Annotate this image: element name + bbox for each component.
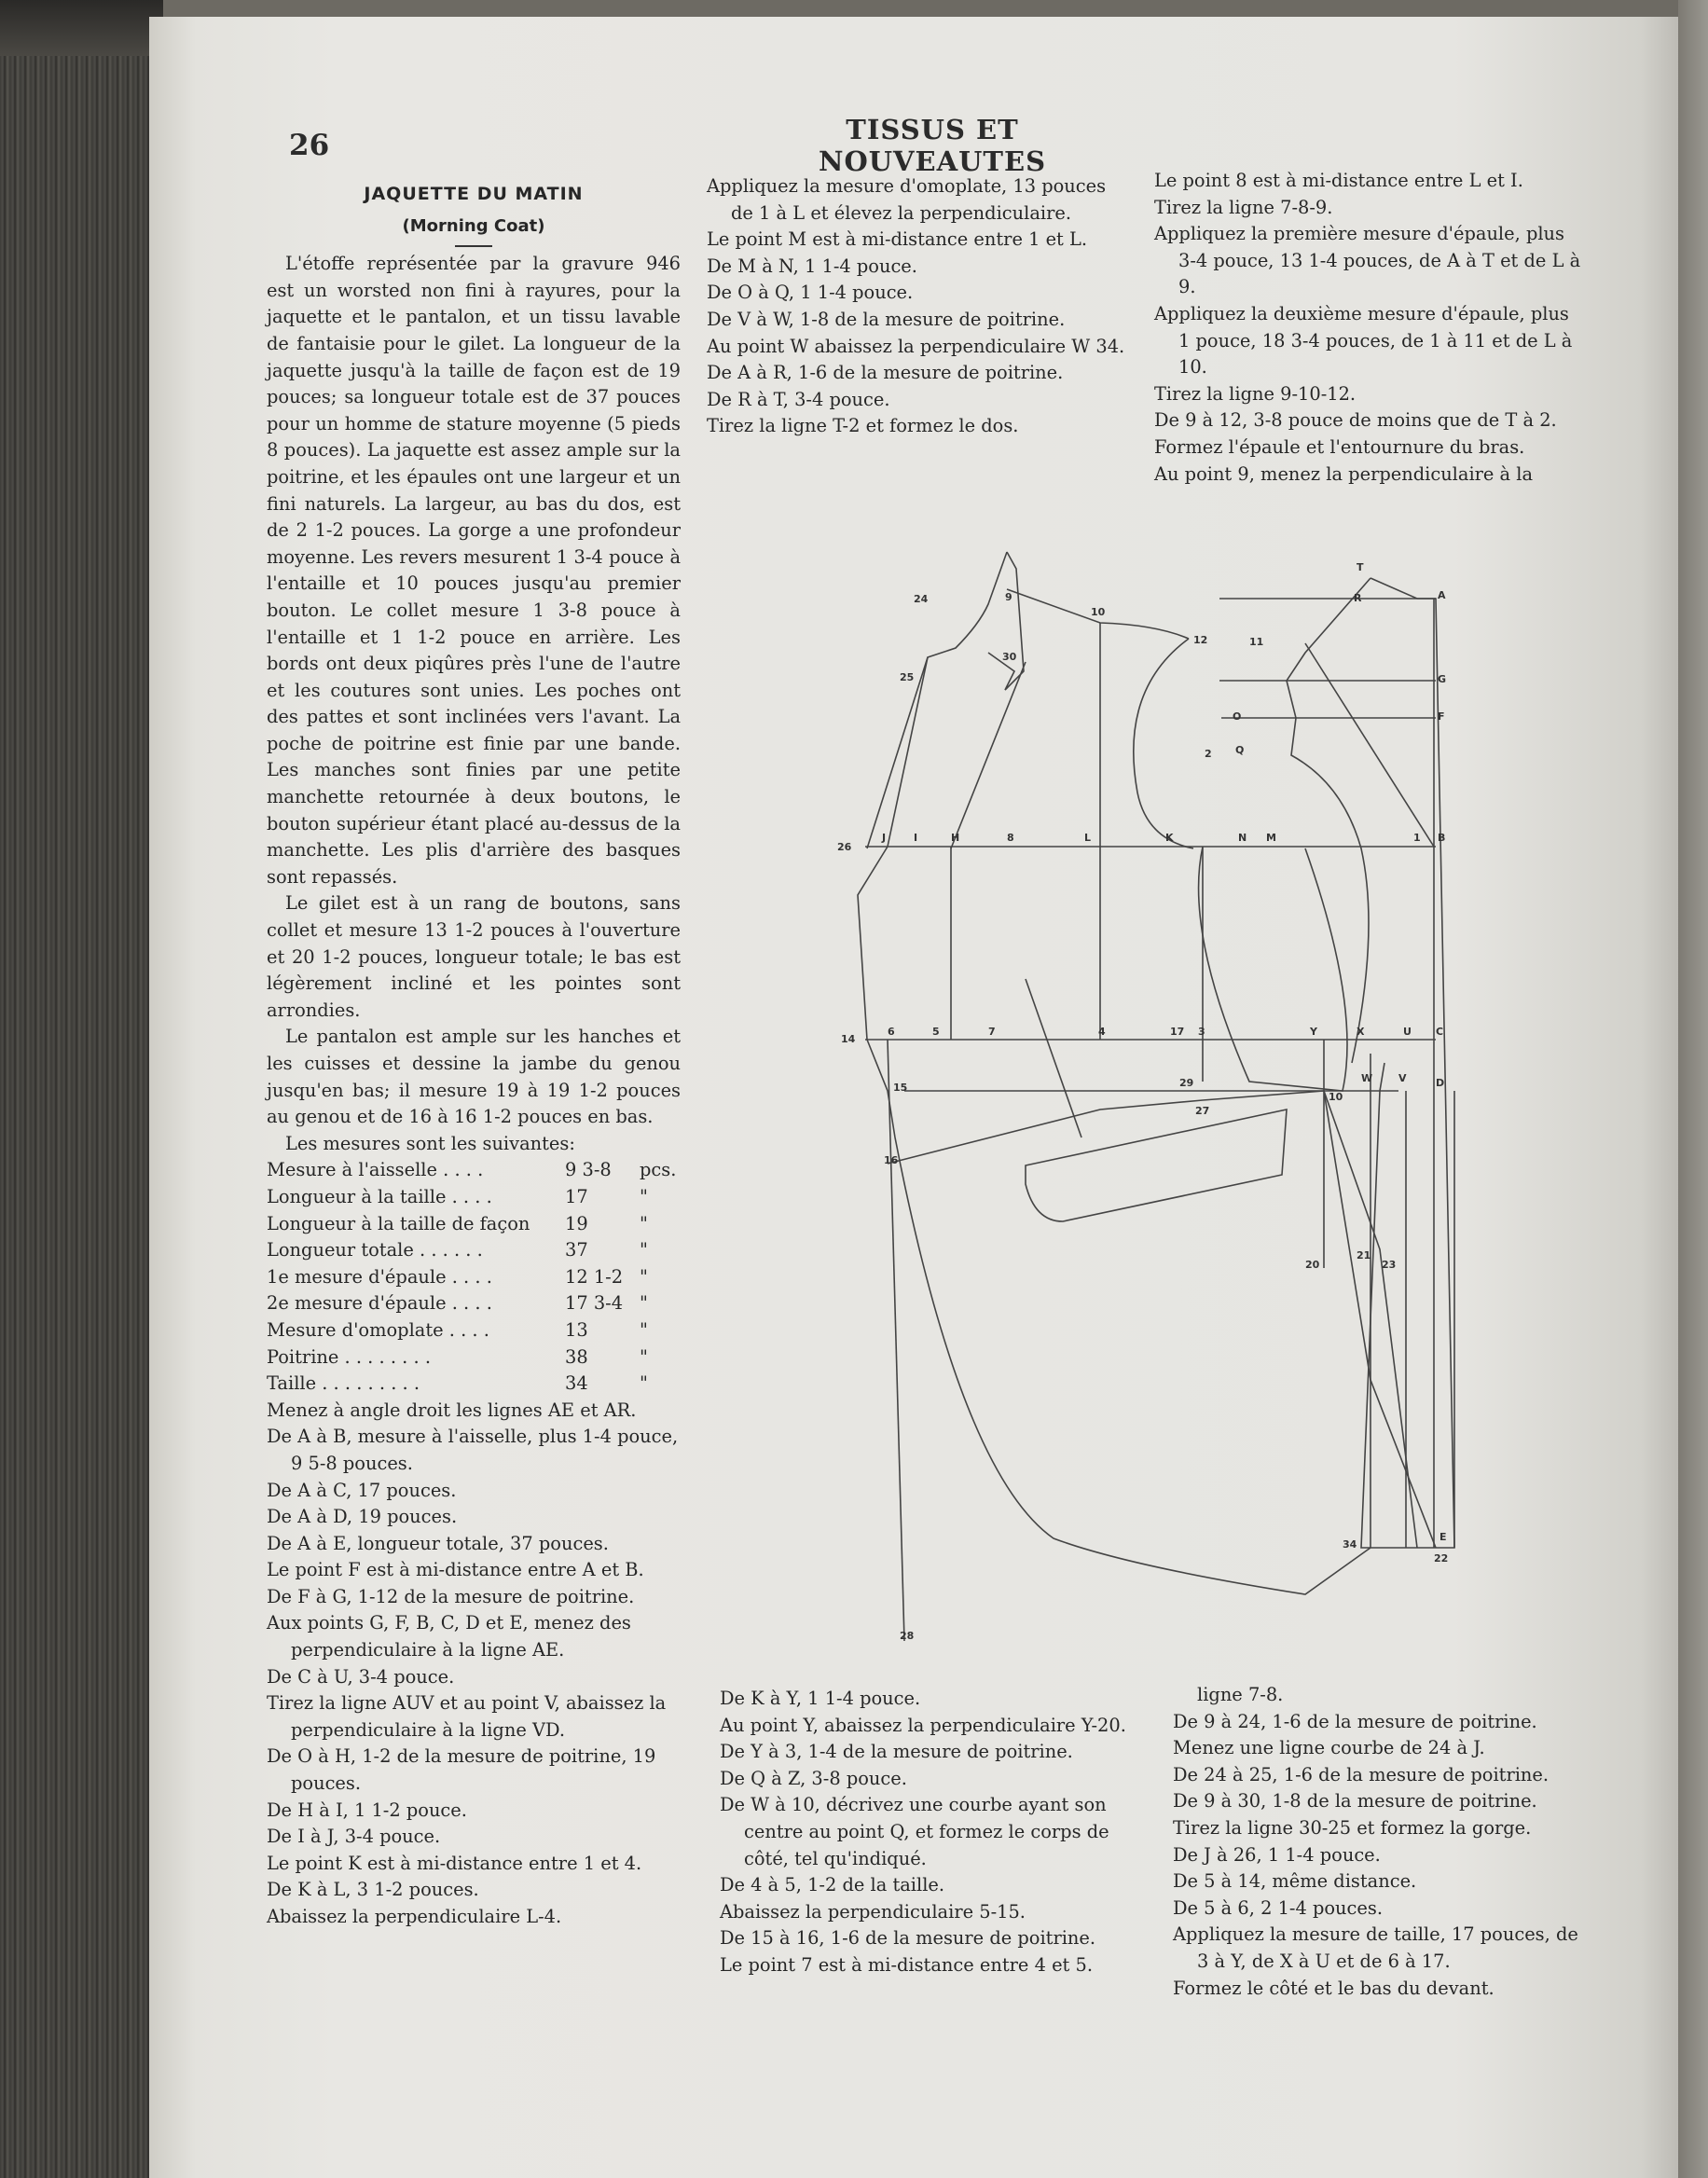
diagram-label: 10: [1091, 606, 1106, 618]
diagram-label: E: [1439, 1531, 1447, 1543]
measurement-row: [267, 1290, 681, 1317]
instruction: De 15 à 16, 1-6 de la mesure de poitrine.: [720, 1927, 1096, 1950]
diagram-label: 2: [1205, 748, 1212, 760]
measurement-row: [267, 1157, 681, 1184]
side-body-outline: [1199, 847, 1347, 1091]
diagram-label: 9: [1005, 591, 1012, 603]
measurement-row: [267, 1211, 681, 1238]
diagram-label: 25: [900, 671, 915, 683]
diagram-label: 4: [1098, 1026, 1106, 1038]
measurement-row: [267, 1317, 681, 1344]
article-title: JAQUETTE DU MATIN: [364, 184, 584, 204]
instruction: Le point 7 est à mi-distance entre 4 et 5.: [720, 1953, 1093, 1976]
measurement-label: Longueur à la taille de façon: [267, 1212, 530, 1234]
instruction: De O à Q, 1 1-4 pouce.: [707, 282, 914, 304]
running-title: TISSUS ET NOUVEAUTES: [818, 114, 1047, 177]
instruction: De 5 à 14, même distance.: [1173, 1870, 1417, 1893]
lapel-outline: [988, 552, 1024, 690]
measurement-label: 2e mesure d'épaule . . . .: [267, 1292, 492, 1315]
diagram-label: 28: [900, 1630, 915, 1642]
measurement-unit: ": [640, 1185, 648, 1207]
morning-coat-pattern-diagram: [820, 541, 1585, 1660]
construction-line: [951, 662, 1026, 848]
instruction: De W à 10, décrivez une courbe ayant son centre au point Q, et formez le corps de côté, tel qu'indiqué.: [720, 1794, 1109, 1869]
instruction: De J à 26, 1 1-4 pouce.: [1173, 1843, 1381, 1866]
instruction: De C à U, 3-4 pouce.: [267, 1665, 455, 1688]
skirt-line: [1324, 1091, 1436, 1548]
dart-line: [1026, 979, 1081, 1137]
instruction: De A à B, mesure à l'aisselle, plus 1-4 pouce, 9 5-8 pouces.: [267, 1426, 679, 1474]
diagram-label: W: [1361, 1072, 1373, 1084]
instruction: De A à C, 17 pouces.: [267, 1479, 457, 1501]
measurement-row: [267, 1237, 681, 1264]
diagram-label: Y: [1310, 1026, 1317, 1038]
measurement-unit: ": [640, 1239, 648, 1261]
article-subtitle: (Morning Coat): [402, 215, 545, 236]
left-column: [267, 181, 681, 1931]
measurement-unit: ": [640, 1372, 648, 1395]
instruction: Tirez la ligne 30-25 et formez la gorge.: [1173, 1816, 1532, 1839]
measurement-label: Poitrine . . . . . . . .: [267, 1345, 431, 1368]
instruction: Abaissez la perpendiculaire L-4.: [267, 1906, 562, 1927]
measurement-value: 9 3-8: [565, 1159, 612, 1181]
diagram-label: 7: [988, 1026, 996, 1038]
instruction: De A à D, 19 pouces.: [267, 1506, 458, 1528]
diagram-label: X: [1357, 1026, 1365, 1038]
diagram-label: O: [1233, 710, 1242, 723]
construction-line: [867, 657, 928, 848]
measurement-label: Taille . . . . . . . . .: [267, 1372, 420, 1395]
diagram-label: K: [1165, 832, 1174, 844]
instruction: De K à L, 3 1-2 pouces.: [267, 1879, 479, 1901]
instruction: De Q à Z, 3-8 pouce.: [720, 1767, 907, 1789]
measurement-row: [267, 1264, 681, 1291]
armhole-curve: [1134, 639, 1193, 848]
instruction: Appliquez la première mesure d'épaule, plus 3-4 pouce, 13 1-4 pouces, de A à T et de L à 9.: [1154, 223, 1581, 298]
diagram-label: 27: [1195, 1105, 1210, 1117]
diagram-label: R: [1354, 592, 1362, 604]
page-number: 26: [289, 129, 330, 162]
instruction: De I à J, 3-4 pouce.: [267, 1826, 441, 1848]
diagram-label: 8: [1007, 832, 1014, 844]
measurement-value: 13: [565, 1318, 588, 1341]
measurements-table: [267, 1157, 681, 1397]
diagram-label: C: [1436, 1026, 1444, 1038]
measurement-label: Longueur totale . . . . . .: [267, 1239, 483, 1261]
diagram-label: J: [882, 832, 887, 844]
instruction: Menez à angle droit les lignes AE et AR.: [267, 1399, 637, 1421]
diagram-label: 12: [1193, 634, 1208, 646]
instruction: Tirez la ligne 9-10-12.: [1154, 382, 1357, 405]
back-neck-armhole: [1287, 578, 1371, 1063]
diagram-label: 17: [1170, 1026, 1185, 1038]
diagram-label: 1: [1413, 832, 1421, 844]
instruction: Aux points G, F, B, C, D et E, menez des perpendiculaire à la ligne AE.: [267, 1612, 631, 1661]
paragraph: Le pantalon est ample sur les hanches et les cuisses et dessine la jambe du genou jusqu'en bas; il mesure 19 à 19 1-2 pouces au genou et de 16 à 16 1-2 pouces en bas.: [267, 1026, 681, 1128]
measurement-value: 17: [565, 1185, 588, 1207]
instruction: De V à W, 1-8 de la mesure de poitrine.: [707, 308, 1066, 330]
measurement-value: 38: [565, 1345, 588, 1368]
instruction: De M à N, 1 1-4 pouce.: [707, 255, 917, 277]
instruction: De 9 à 30, 1-8 de la mesure de poitrine.: [1173, 1790, 1537, 1813]
bottom-middle-column: [720, 1686, 1141, 1979]
diagram-label: H: [951, 832, 960, 844]
instruction: Au point Y, abaissez la perpendiculaire Y-20.: [720, 1714, 1126, 1736]
measurement-row: [267, 1371, 681, 1398]
instruction: Le point F est à mi-distance entre A et B.: [267, 1559, 644, 1581]
diagram-label: 23: [1382, 1259, 1397, 1271]
measurement-value: 37: [565, 1239, 588, 1261]
diagram-label: 34: [1343, 1538, 1357, 1551]
instruction: De F à G, 1-12 de la mesure de poitrine.: [267, 1585, 635, 1607]
measurement-label: Mesure à l'aisselle . . . .: [267, 1159, 484, 1181]
diagram-label: 30: [1002, 651, 1017, 663]
instruction: ligne 7-8.: [1197, 1684, 1284, 1705]
measurement-value: 19: [565, 1212, 588, 1234]
instruction: Le point K est à mi-distance entre 1 et 4.: [267, 1852, 642, 1874]
diagram-label: 20: [1305, 1259, 1320, 1271]
diagram-label: B: [1438, 832, 1446, 844]
instruction: Appliquez la mesure de taille, 17 pouces, de 3 à Y, de X à U et de 6 à 17.: [1173, 1923, 1578, 1972]
instruction: Tirez la ligne T-2 et formez le dos.: [707, 415, 1019, 437]
diagram-label: V: [1398, 1072, 1407, 1084]
instruction: De R à T, 3-4 pouce.: [707, 388, 890, 410]
instruction: Le point 8 est à mi-distance entre L et I.: [1154, 170, 1523, 191]
back-piece-outline: [1361, 578, 1454, 1548]
diagram-label: I: [914, 832, 918, 844]
diagram-label: 5: [932, 1026, 940, 1038]
waist-seam: [888, 1091, 1324, 1164]
instruction: De O à H, 1-2 de la mesure de poitrine, 19 pouces.: [267, 1745, 656, 1795]
measurement-label: Longueur à la taille . . . .: [267, 1185, 492, 1207]
instruction: De 9 à 12, 3-8 pouce de moins que de T à 2.: [1154, 409, 1557, 432]
diagram-label: 16: [884, 1154, 899, 1166]
diagram-label: L: [1084, 832, 1092, 844]
diagram-label: U: [1403, 1026, 1412, 1038]
right-column: [1154, 168, 1585, 488]
instruction: Le point M est à mi-distance entre 1 et L.: [707, 228, 1088, 251]
measurement-unit: ": [640, 1212, 648, 1234]
diagram-label: 14: [841, 1033, 856, 1045]
measurement-value: 12 1-2: [565, 1265, 624, 1288]
instruction: Abaissez la perpendiculaire 5-15.: [720, 1900, 1026, 1923]
measurement-unit: ": [640, 1345, 648, 1368]
diagram-label: 22: [1434, 1552, 1449, 1565]
diagram-label: 15: [893, 1082, 908, 1094]
diagram-label: F: [1438, 710, 1445, 723]
instruction: De Y à 3, 1-4 de la mesure de poitrine.: [720, 1741, 1073, 1763]
measurement-unit: pcs.: [640, 1159, 677, 1181]
instruction: Au point W abaissez la perpendiculaire W 34.: [707, 335, 1125, 357]
diagram-label: 29: [1179, 1077, 1194, 1089]
construction-line: [1305, 643, 1434, 847]
paragraph: L'étoffe représentée par la gravure 946 est un worsted non fini à rayures, pour la jaquette et le pantalon, et un tissu lavable de fantaisie pour le gilet. La longueur de la jaquette jusqu'à la taille de façon est de 19 pouces; sa longueur totale est de 37 pouces pour un homme de stature moyenne (5 pieds 8 pouces). La jaquette est assez ample sur la poitrine, et les épaules ont une largeur et un fini naturels. La largeur, au bas du dos, est de 2 1-2 pouces. La gorge a une profondeur moyenne. Les revers mesurent 1 3-4 pouce à l'entaille et 10 pouces jusqu'au premier bouton. Le collet mesure 1 3-8 pouce à l'entaille et 1 1-2 pouce en arrière. Les bords ont deux piqûres près l'une de l'autre et les coutures sont unies. Les poches ont des pattes et sont inclinées vers l'avant. La poche de poitrine est finie par une bande. Les manches sont finies par une petite manchette retournée à deux boutons, le bouton supérieur étant placé au-dessus de la manchette. Les plis d'arrière des basques sont repassés.: [267, 253, 681, 888]
measurement-value: 34: [565, 1372, 588, 1395]
diagram-label: 21: [1357, 1249, 1371, 1261]
instruction: De A à E, longueur totale, 37 pouces.: [267, 1532, 609, 1554]
instruction: De K à Y, 1 1-4 pouce.: [720, 1688, 921, 1709]
measurement-label: Mesure d'omoplate . . . .: [267, 1318, 489, 1341]
diagram-label: 11: [1249, 636, 1264, 648]
instruction: De 4 à 5, 1-2 de la taille.: [720, 1874, 945, 1896]
page-edge-right: [1678, 0, 1708, 2178]
instruction: Appliquez la mesure d'omoplate, 13 pouces de 1 à L et élevez la perpendiculaire.: [707, 175, 1107, 224]
paragraph: Les mesures sont les suivantes:: [285, 1132, 575, 1154]
diagram-label: 24: [914, 593, 929, 605]
instruction: Formez le côté et le bas du devant.: [1173, 1977, 1494, 1999]
measurement-label: 1e mesure d'épaule . . . .: [267, 1265, 492, 1288]
diagram-label: 10: [1329, 1091, 1343, 1103]
instruction: Au point 9, menez la perpendiculaire à la: [1154, 462, 1534, 485]
instruction: Formez l'épaule et l'entournure du bras.: [1154, 435, 1525, 458]
diagram-label: D: [1436, 1077, 1445, 1089]
diagram-label: N: [1238, 832, 1247, 844]
instruction: De A à R, 1-6 de la mesure de poitrine.: [707, 362, 1064, 384]
instruction: Tirez la ligne AUV et au point V, abaissez la perpendiculaire à la ligne VD.: [267, 1692, 667, 1741]
diagram-label: T: [1357, 561, 1364, 573]
instruction: De 5 à 6, 2 1-4 pouces.: [1173, 1896, 1383, 1919]
diagram-label: Q: [1235, 744, 1245, 756]
book-binding-edge: [0, 0, 163, 2178]
measurement-value: 17 3-4: [565, 1292, 624, 1315]
measurement-unit: ": [640, 1265, 648, 1288]
diagram-label: 3: [1198, 1026, 1205, 1038]
instruction: Tirez la ligne 7-8-9.: [1154, 196, 1333, 218]
instruction: De 9 à 24, 1-6 de la mesure de poitrine.: [1173, 1710, 1537, 1732]
diagram-label: G: [1438, 673, 1447, 685]
instruction: Menez une ligne courbe de 24 à J.: [1173, 1737, 1485, 1759]
title-rule: [455, 245, 492, 247]
paragraph: Le gilet est à un rang de boutons, sans collet et mesure 13 1-2 pouces à l'ouverture et 20 1-2 pouces, longueur totale; le bas est légèrement incliné et les pointes sont arrondies.: [267, 892, 681, 1021]
instruction: De 24 à 25, 1-6 de la mesure de poitrine.: [1173, 1763, 1550, 1785]
middle-column: [707, 173, 1126, 440]
book-binding-top: [0, 0, 163, 56]
instruction: De H à I, 1 1-2 pouce.: [267, 1799, 467, 1821]
diagram-label: A: [1438, 589, 1446, 601]
measurement-row: [267, 1344, 681, 1372]
diagram-label: M: [1266, 832, 1276, 844]
measurement-row: [267, 1184, 681, 1211]
bottom-right-column: [1173, 1682, 1594, 2002]
diagram-label: 26: [837, 841, 852, 853]
instruction: Appliquez la deuxième mesure d'épaule, plus 1 pouce, 18 3-4 pouces, de 1 à 11 et de L à 10.: [1154, 302, 1573, 379]
measurement-unit: ": [640, 1292, 648, 1315]
construction-line: [888, 1040, 904, 1641]
pocket-outline: [1026, 1110, 1287, 1221]
diagram-label: 6: [888, 1026, 895, 1038]
measurement-unit: ": [640, 1318, 648, 1341]
